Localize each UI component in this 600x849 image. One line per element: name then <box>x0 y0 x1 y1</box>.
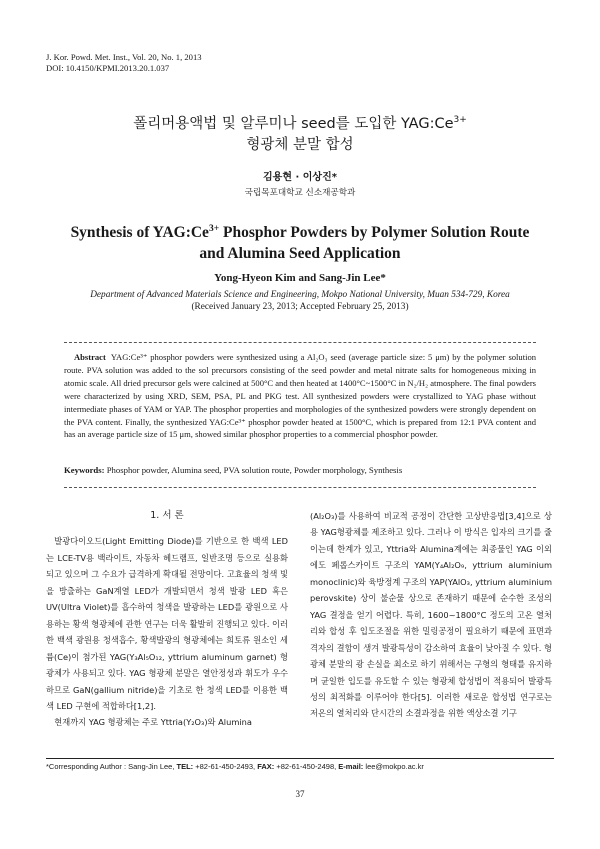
intro-paragraph-continued: (Al₂O₃)를 사용하여 비교적 공정이 간단한 고상반응법[3,4]으로 상용 YAG형광체를 제조하고 있다. 그러나 이 방식은 입자의 크기를 줄이는데 한계가 있고, Yttria와 Alumina계에는 최종물인 YAG 이외에도 페롭스카이트 구조의 YAM(Y₄Al₂O₉, yttrium aluminium monoclinic)와 육방정계 구조의 YAP(YAlO₃, yttrium aluminium perovskite) 상이 불순물 상으로 존재하기 때문에 순수한 조성의 YAG 결정을 얻기 어렵다. 특히, 1600~1800°C 정도의 고온 열처리와 합성 후 입도조절을 위한 밀링공정이 필요하기 때문에 표면과 격자의 결함이 생겨 발광특성이 감소하여 효율이 낮아질 수 있다. 형광체 분말의 광 손실을 최소로 하기 위해서는 구형의 형태를 유지하며 균일한 입도를 유도할 수 있는 형광체 합성법이 적용되어 발광특성의 최적화를 이루어야 한다[5]. 이러한 새로운 합성법 연구로는 저온의 열처리와 단시간의 소결과정을 위한 액상소결 기구 <box>310 511 552 719</box>
footnote-tel-label: TEL: <box>176 762 194 771</box>
journal-doi: DOI: 10.4150/KPMI.2013.20.1.037 <box>46 63 170 73</box>
abstract-label: Abstract <box>74 352 106 362</box>
footnote-divider <box>46 758 554 759</box>
footnote-email-label: E-mail: <box>338 762 364 771</box>
journal-header <box>46 52 202 74</box>
footnote-fax-label: FAX: <box>257 762 275 771</box>
page-number: 37 <box>295 789 305 799</box>
keywords-text: Phosphor powder, Alumina seed, PVA solution route, Powder morphology, Synthesis <box>106 465 403 475</box>
abstract-text: YAG:Ce³⁺ phosphor powders were synthesized using a Al₂O₃ seed (average particle size: 5 μm) by the polymer solution route. PVA solution was added to the sol precursors consisting of the seed powder and metal nitrate salts for homogeneous mixing in atomic scale. All dried precursor gels were calcined at 500°C and then heated at 1400°C~1500°C in N₂/H₂ atmosphere. The final powders were characterized by using XRD, SEM, PSA, PL and PKG test. All synthesized powders were crystallized to YAG phase without intermediate phases of YAM or YAP. The phosphor properties and morphologies of the synthesized powders were strongly dependent on the PVA content. Finally, the synthesized YAG:Ce³⁺ phosphor powder heated at 1500°C, which is prepared from 12:1 PVA content and has an average particle size of 15 μm, showed similar phosphor properties to a commercial phosphor powder. <box>64 352 536 440</box>
footnote-fax: +82-61-450-2498, <box>274 762 339 771</box>
english-authors: Yong-Hyeon Kim and Sang-Jin Lee* <box>214 272 386 284</box>
english-title-line1b: Phosphor Powders by Polymer Solution Route <box>219 224 530 241</box>
korean-title-line1: 폴리머용액법 및 알루미나 seed를 도입한 YAG:Ce <box>133 116 454 132</box>
footnote-email: lee@mokpo.ac.kr <box>363 762 424 771</box>
body-right-column <box>310 508 552 722</box>
footnote-prefix: *Corresponding Author : Sang-Jin Lee, <box>46 762 177 771</box>
english-affiliation: Department of Advanced Materials Science and Engineering, Mokpo National University, Muan 534-729, Korea <box>90 290 510 300</box>
english-title-superscript: 3+ <box>208 223 220 234</box>
corresponding-author-footnote <box>46 762 424 771</box>
body-left-column <box>46 508 288 731</box>
intro-paragraph-1: 발광다이오드(Light Emitting Diode)를 기반으로 한 백색 LED는 LCE-TV용 백라이트, 자동차 헤드램프, 일반조명 등으로 실용화되고 있으며 그 수요가 급격하게 확대될 전망이다. 고효율의 청색 빛을 방출하는 GaN계열 LED가 개발되면서 청색 발광 LED 혹은 UV(Ultra Violet)를 흡수하여 청색을 발광하는 LED를 광원으로 사용하는 황색 형광체에 관한 연구는 더욱 활발히 진행되고 있다. 이러한 백색 광원용 청색흡수, 황색발광의 형광체에는 희토류 원소인 세륨(Ce)이 첨가된 YAG(Y₃Al₅O₁₂, yttrium aluminum garnet) 형광체가 사용되고 있다. YAG 형광체 분말은 열안정성과 휘도가 우수하므로 GaN(gallium nitride)을 기초로 한 청색 LED를 이용한 백색 LED 구현에 적합하다[1,2]. <box>46 536 288 711</box>
korean-title-superscript: 3+ <box>453 115 467 126</box>
journal-citation: J. Kor. Powd. Met. Inst., Vol. 20, No. 1, 2013 <box>46 52 202 62</box>
english-title <box>0 222 600 264</box>
footnote-tel: +82-61-450-2493, <box>193 762 258 771</box>
abstract-block <box>64 351 536 441</box>
english-title-line2: and Alumina Seed Application <box>199 245 401 262</box>
korean-authors: 김용현 · 이상진* <box>263 172 337 183</box>
received-dates: (Received January 23, 2013; Accepted February 25, 2013) <box>191 302 409 312</box>
english-title-line1a: Synthesis of YAG:Ce <box>70 224 209 241</box>
abstract-bottom-divider <box>64 487 536 488</box>
korean-title <box>0 114 600 156</box>
keywords-block <box>64 465 536 475</box>
korean-title-line2: 형광체 분말 합성 <box>246 137 354 153</box>
intro-paragraph-2: 현재까지 YAG 형광체는 주로 Yttria(Y₂O₃)와 Alumina <box>54 717 252 728</box>
abstract-top-divider <box>64 342 536 343</box>
keywords-label: Keywords: <box>64 465 105 475</box>
section-heading-introduction: 1. 서 론 <box>150 510 184 521</box>
korean-affiliation: 국립목포대학교 신소재공학과 <box>244 188 356 198</box>
